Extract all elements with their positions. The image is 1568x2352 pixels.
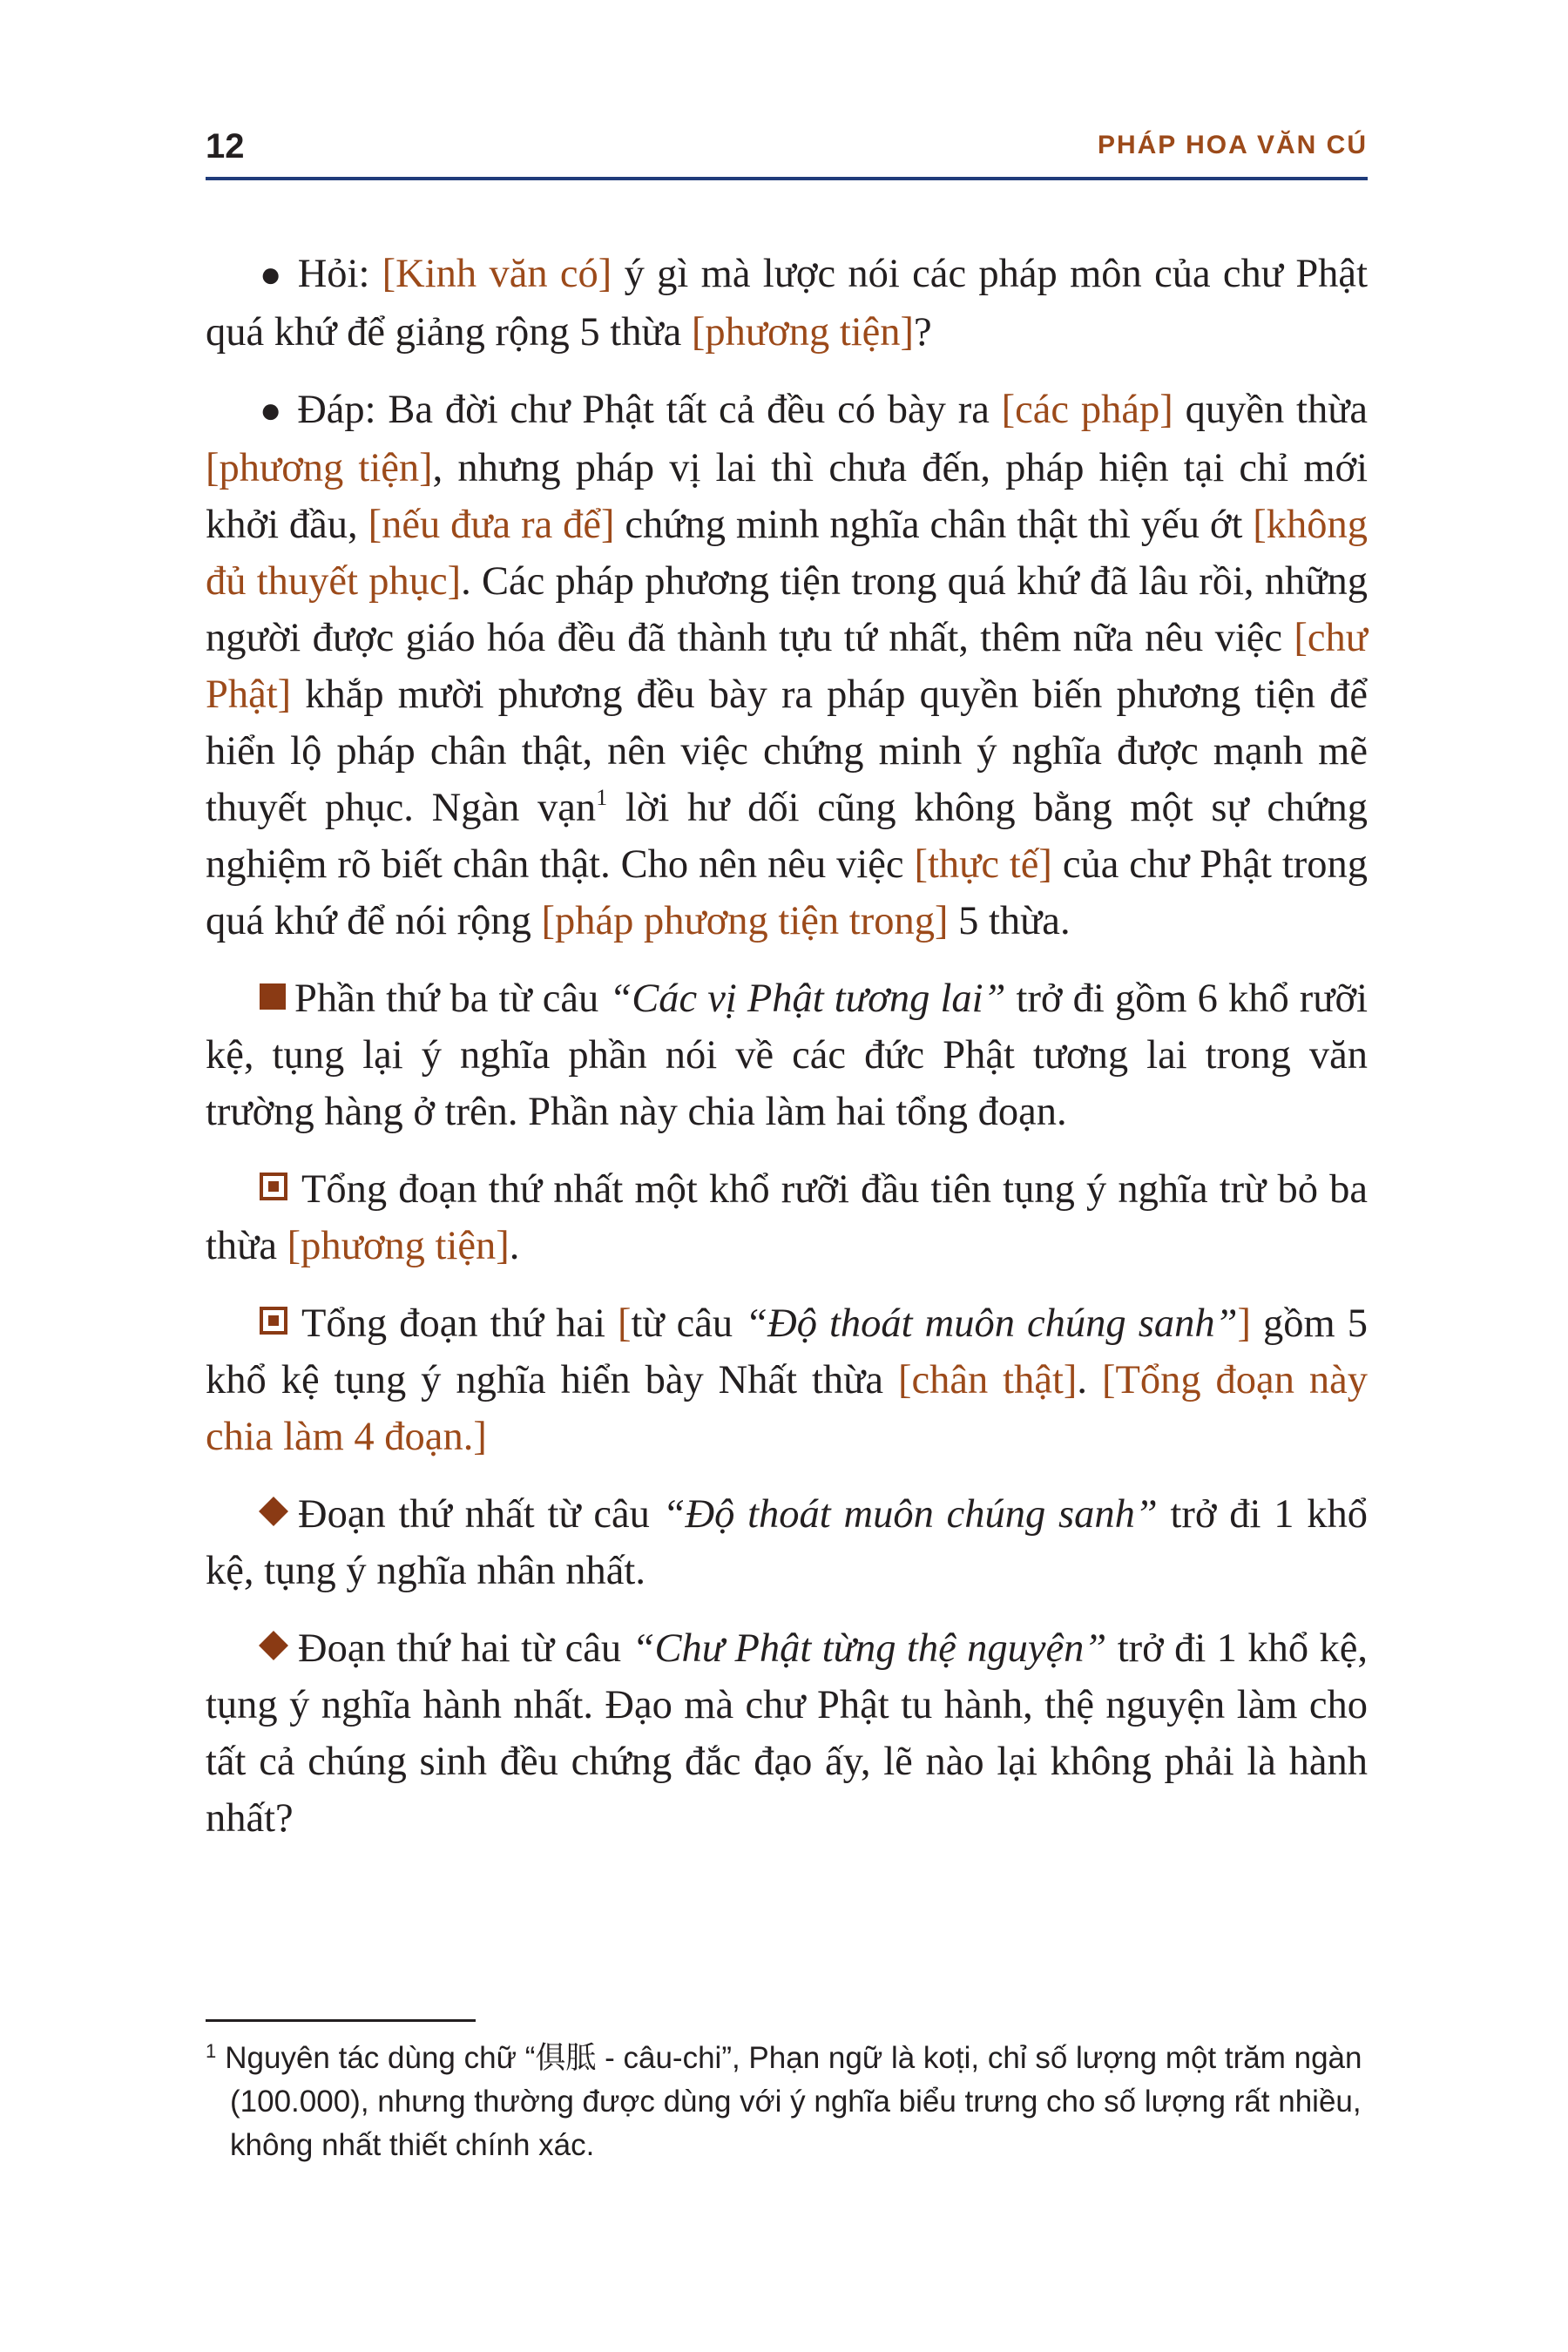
diamond-icon	[259, 1631, 288, 1660]
subsection-paragraph: Tổng đoạn thứ hai [từ câu “Độ thoát muôn chúng sanh”] gồm 5 khổ kệ tụng ý nghĩa hiển bày Nhất thừa [chân thật]. [Tổng đoạn này chia làm 4 đoạn.]	[206, 1301, 1369, 1459]
black-circle-bullet-icon: ●	[260, 391, 282, 431]
running-title: PHÁP HOA VĂN CÚ	[1097, 131, 1368, 159]
item-paragraph: Đoạn thứ hai từ câu “Chư Phật từng thệ nguyện” trở đi 1 khổ kệ, tụng ý nghĩa hành nhất. Đạo mà chư Phật tu hành, thệ nguyện làm cho tất cả chúng sinh đều chứng đắc đạo ấy, lẽ nào lại không phải là hành nhất?	[206, 1626, 1369, 1841]
header-rule	[206, 177, 1368, 180]
page-header	[206, 122, 1368, 174]
answer-label: Đáp:	[297, 388, 376, 432]
item-paragraph: Đoạn thứ nhất từ câu “Độ thoát muôn chúng sanh” trở đi 1 khổ kệ, tụng ý nghĩa nhân nhất.	[206, 1492, 1368, 1593]
footnote-reference[interactable]: 1	[596, 785, 608, 810]
body-text	[206, 246, 1368, 1868]
black-circle-bullet-icon: ●	[260, 255, 282, 295]
footnote-number: 1	[206, 2040, 217, 2062]
answer-paragraph: ● Đáp: Ba đời chư Phật tất cả đều có bày ra [các pháp] quyền thừa [phương tiện], nhưng pháp vị lai thì chưa đến, pháp hiện tại chỉ mới khởi đầu, [nếu đưa ra để] chứng minh nghĩa chân thật thì yếu ớt [không đủ thuyết phục]. Các pháp phương tiện trong quá khứ đã lâu rồi, những người được giáo hóa đều đã thành tựu tứ nhất, thêm nữa nêu việc [chư Phật] khắp mười phương đều bày ra pháp quyền biến phương tiện để hiển lộ pháp chân thật, nên việc chứng minh ý nghĩa được mạnh mẽ thuyết phục. Ngàn vạn$^1$ lời hư dối cũng không bằng một sự chứng nghiệm rõ biết chân thật. Cho nên nêu việc [thực tế] của chư Phật trong quá khứ để nói rộng [pháp phương tiện trong] 5 thừa.	[206, 382, 1368, 950]
section-paragraph: Phần thứ ba từ câu “Các vị Phật tương lai” trở đi gồm 6 khổ rưỡi kệ, tụng lại ý nghĩa phần nói về các đức Phật tương lai trong văn trường hàng ở trên. Phần này chia làm hai tổng đoạn.	[206, 977, 1369, 1134]
footnote-text: Nguyên tác dùng chữ “俱胝 - câu-chi”, Phạn ngữ là koṭi, chỉ số lượng một trăm ngàn (100.000), nhưng thường được dùng với ý nghĩa biểu trưng cho số lượng rất nhiều, không nhất thiết chính xác.	[225, 2041, 1362, 2162]
question-paragraph: ● Hỏi: [Kinh văn có] ý gì mà lược nói các pháp môn của chư Phật quá khứ để giảng rộng 5 thừa [phương tiện]?	[206, 246, 1368, 361]
filled-square-icon	[260, 983, 286, 1010]
question-label: Hỏi:	[297, 252, 370, 296]
footnote	[206, 2037, 1392, 2167]
boxed-square-icon	[260, 1173, 287, 1200]
subsection-paragraph: Tổng đoạn thứ nhất một khổ rưỡi đầu tiên tụng ý nghĩa trừ bỏ ba thừa [phương tiện].	[206, 1167, 1368, 1268]
footnote-rule	[206, 2019, 476, 2022]
boxed-square-icon	[260, 1307, 287, 1335]
diamond-icon	[259, 1497, 288, 1526]
page-number: 12	[206, 127, 245, 166]
